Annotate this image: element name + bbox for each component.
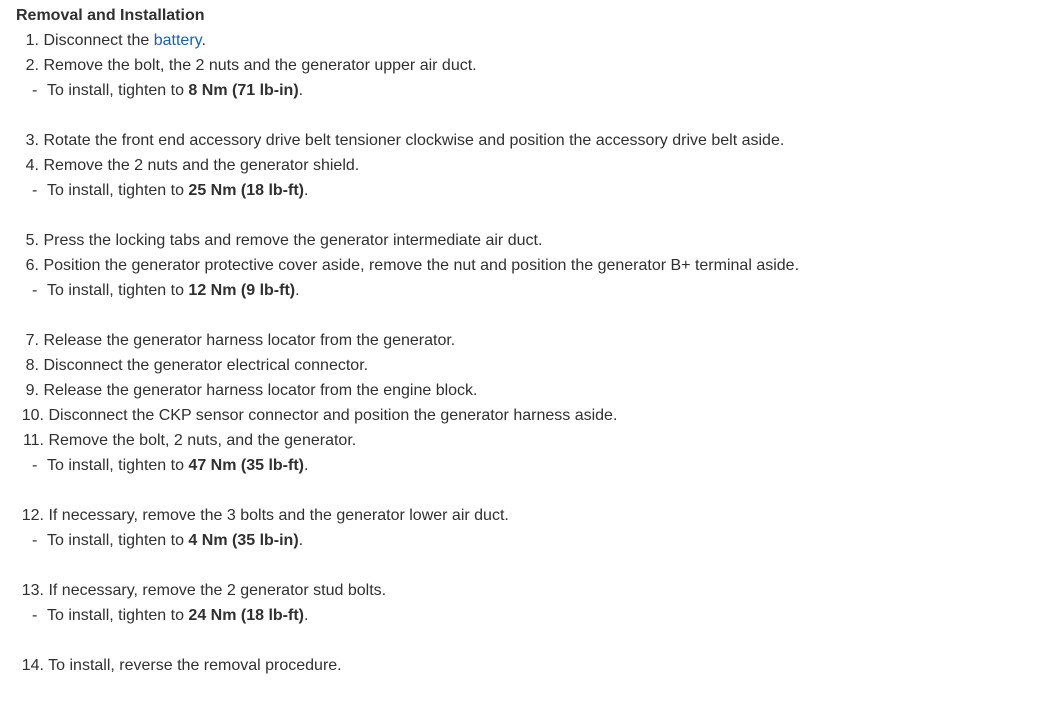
step-text: Position the generator protective cover aside, remove the nut and position the generator B+ terminal aside. [43, 257, 800, 274]
bullet-dash: - [32, 607, 38, 624]
step-text: If necessary, remove the 3 bolts and the generator lower air duct. [48, 507, 509, 524]
note-suffix: . [304, 457, 309, 474]
step-number: 3. [25, 132, 39, 149]
bullet-dash: - [32, 532, 38, 549]
note-suffix: . [304, 607, 309, 624]
install-note-step-6 [16, 278, 1046, 303]
section-title: Removal and Installation [16, 7, 205, 24]
step-text: Release the generator harness locator from the generator. [43, 332, 456, 349]
step-text: Remove the 2 nuts and the generator shield. [43, 157, 360, 174]
install-note-step-11 [16, 453, 1046, 478]
step-13 [16, 578, 1046, 603]
torque-value: 24 Nm (18 lb-ft) [188, 607, 304, 624]
spacer [16, 553, 1046, 578]
step-11 [16, 428, 1046, 453]
torque-value: 25 Nm (18 lb-ft) [188, 182, 304, 199]
torque-value: 8 Nm (71 lb-in) [188, 82, 299, 99]
step-number: 7. [25, 332, 39, 349]
note-prefix: To install, tighten to [47, 282, 189, 299]
bullet-dash: - [32, 182, 38, 199]
step-number: 1. [25, 32, 39, 49]
step-text: Release the generator harness locator from the engine block. [43, 382, 478, 399]
install-note-step-4 [16, 178, 1046, 203]
step-number: 2. [25, 57, 39, 74]
step-number: 11. [22, 432, 44, 449]
step-text: Disconnect the CKP sensor connector and position the generator harness aside. [48, 407, 618, 424]
step-number: 5. [25, 232, 39, 249]
note-prefix: To install, tighten to [47, 532, 189, 549]
step-number: 4. [25, 157, 39, 174]
note-suffix: . [295, 282, 300, 299]
torque-value: 47 Nm (35 lb-ft) [188, 457, 304, 474]
bullet-dash: - [32, 82, 38, 99]
step-9 [16, 378, 1046, 403]
step-14 [16, 653, 1046, 678]
note-prefix: To install, tighten to [47, 607, 189, 624]
step-1 [16, 28, 1046, 53]
note-suffix: . [304, 182, 309, 199]
spacer [16, 303, 1046, 328]
step-number: 9. [25, 382, 39, 399]
step-number: 13. [21, 582, 44, 599]
spacer [16, 478, 1046, 503]
step-text: Remove the bolt, 2 nuts, and the generator. [48, 432, 357, 449]
step-text-suffix: . [201, 32, 206, 49]
step-text: If necessary, remove the 2 generator stud bolts. [48, 582, 387, 599]
step-text: To install, reverse the removal procedure. [48, 657, 342, 674]
step-10 [16, 403, 1046, 428]
spacer [16, 203, 1046, 228]
note-prefix: To install, tighten to [47, 82, 189, 99]
note-suffix: . [298, 82, 304, 99]
step-text-prefix: Disconnect the [43, 32, 154, 49]
note-prefix: To install, tighten to [47, 182, 189, 199]
spacer [16, 103, 1046, 128]
step-7 [16, 328, 1046, 353]
step-8 [16, 353, 1046, 378]
step-12 [16, 503, 1046, 528]
torque-value: 4 Nm (35 lb-in) [188, 532, 299, 549]
step-2 [16, 53, 1046, 78]
step-number: 8. [25, 357, 39, 374]
spacer [16, 628, 1046, 653]
step-text: Press the locking tabs and remove the generator intermediate air duct. [43, 232, 543, 249]
step-6 [16, 253, 1046, 278]
install-note-step-13 [16, 603, 1046, 628]
step-text: Disconnect the generator electrical connector. [43, 357, 369, 374]
step-text: Rotate the front end accessory drive belt tensioner clockwise and position the accessory drive belt aside. [43, 132, 785, 149]
step-5 [16, 228, 1046, 253]
step-number: 6. [25, 257, 39, 274]
step-3 [16, 128, 1046, 153]
note-suffix: . [298, 532, 304, 549]
battery-link[interactable]: battery [153, 32, 202, 49]
step-number: 14. [21, 657, 44, 674]
step-text: Remove the bolt, the 2 nuts and the generator upper air duct. [43, 57, 477, 74]
step-number: 12. [21, 507, 44, 524]
install-note-step-2 [16, 78, 1046, 103]
install-note-step-12 [16, 528, 1046, 553]
step-4 [16, 153, 1046, 178]
note-prefix: To install, tighten to [47, 457, 189, 474]
step-number: 10. [21, 407, 44, 424]
bullet-dash: - [32, 457, 38, 474]
torque-value: 12 Nm (9 lb-ft) [188, 282, 296, 299]
bullet-dash: - [32, 282, 38, 299]
procedure-document [16, 3, 1046, 678]
